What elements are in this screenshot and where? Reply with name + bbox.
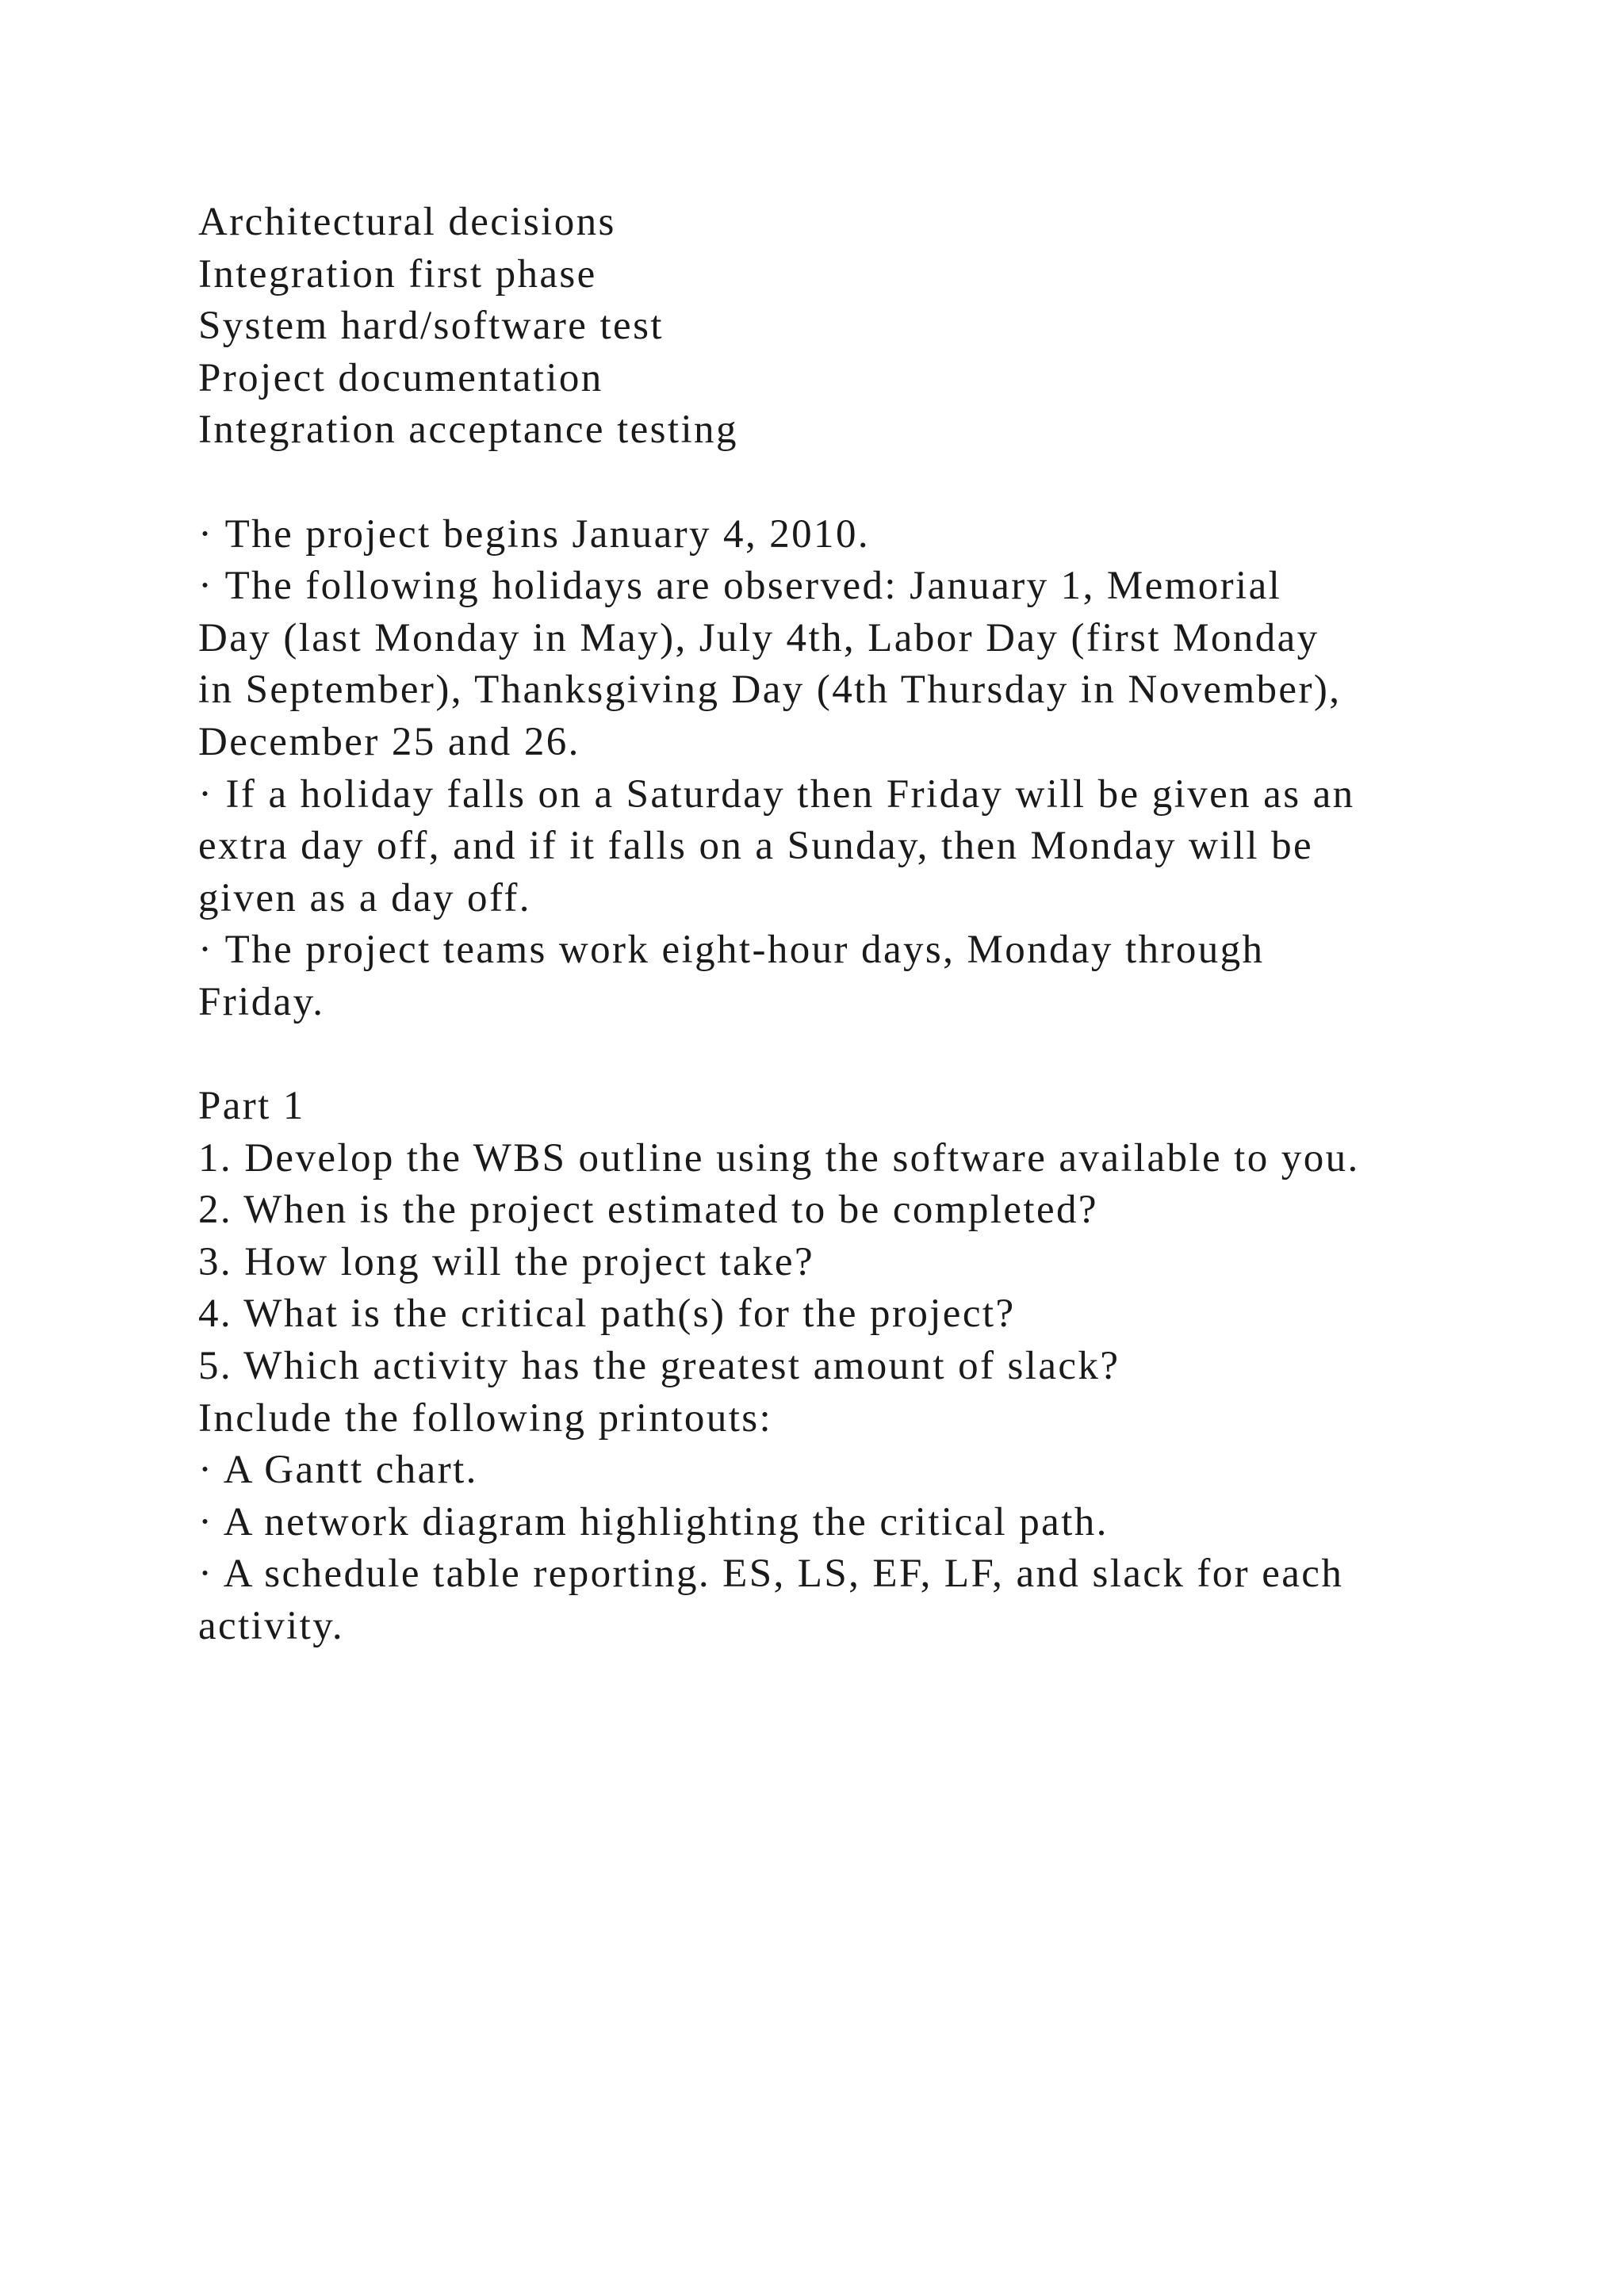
assumptions-list <box>198 509 1435 1029</box>
assumption-line: · The project teams work eight-hour days, Monday through <box>198 928 1265 973</box>
question-item: 4. What is the critical path(s) for the project? <box>198 1292 1016 1337</box>
assumption-line: December 25 and 26. <box>198 719 580 764</box>
printouts-list <box>198 1445 1435 1652</box>
assumption-line: in September), Thanksgiving Day (4th Thursday in November), <box>198 668 1342 713</box>
activity-item: System hard/software test <box>198 304 664 349</box>
assumption-line: given as a day off. <box>198 875 531 920</box>
assumption-line: · The following holidays are observed: January 1, Memorial <box>198 564 1282 609</box>
question-item: 3. How long will the project take? <box>198 1239 814 1284</box>
printout-item: activity. <box>198 1604 344 1649</box>
printout-item: · A schedule table reporting. ES, LS, EF, LF, and slack for each <box>198 1552 1344 1597</box>
paragraph-spacer <box>198 457 1435 509</box>
assumption-line: extra day off, and if it falls on a Sunday, then Monday will be <box>198 824 1314 869</box>
part-heading: Part 1 <box>198 1084 305 1129</box>
assumption-line: Friday. <box>198 979 325 1024</box>
printouts-intro: Include the following printouts: <box>198 1395 773 1441</box>
activity-item: Integration first phase <box>198 251 597 297</box>
printout-item: · A Gantt chart. <box>198 1448 478 1493</box>
question-item: 5. Which activity has the greatest amount of slack? <box>198 1344 1120 1389</box>
activity-item: Integration acceptance testing <box>198 408 738 453</box>
assumption-line: · The project begins January 4, 2010. <box>198 511 871 557</box>
questions-list <box>198 1133 1435 1393</box>
assumption-line: · If a holiday falls on a Saturday then Friday will be given as an <box>198 771 1355 817</box>
activity-item: Project documentation <box>198 355 603 400</box>
paragraph-spacer <box>198 1029 1435 1081</box>
document-body <box>198 197 1435 1653</box>
question-item: 1. Develop the WBS outline using the software available to you. <box>198 1135 1360 1181</box>
activity-list <box>198 197 1435 457</box>
printout-item: · A network diagram highlighting the critical path. <box>198 1499 1109 1544</box>
assumption-line: Day (last Monday in May), July 4th, Labor Day (first Monday <box>198 615 1320 660</box>
question-item: 2. When is the project estimated to be completed? <box>198 1188 1098 1233</box>
activity-item: Architectural decisions <box>198 200 616 244</box>
